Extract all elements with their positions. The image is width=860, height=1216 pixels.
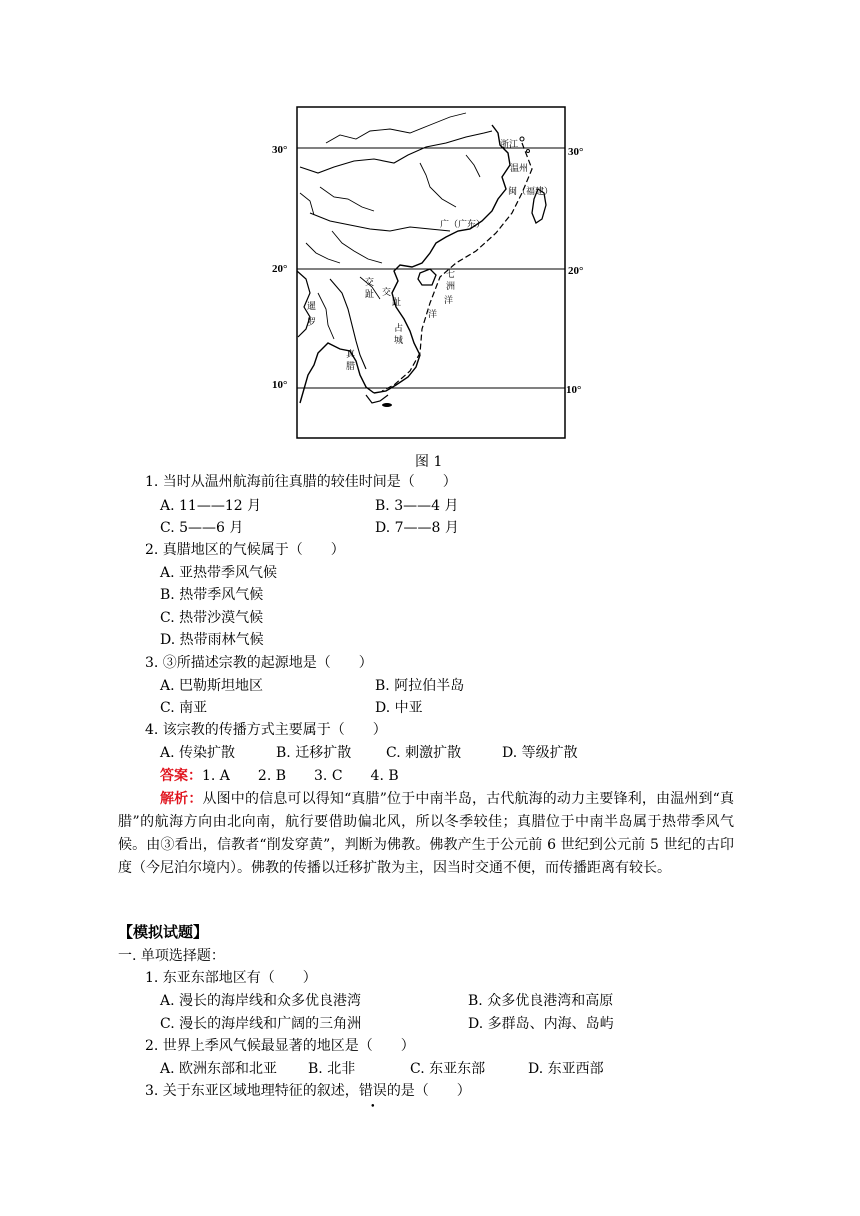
label-min-fujian: 闽（福建）	[508, 187, 554, 197]
lat-label-20-right: 20°	[568, 265, 584, 277]
analysis-label: 解析：	[160, 791, 203, 807]
sea-route	[382, 143, 532, 391]
mock-q1-option-a: A. 漫长的海岸线和众多优良港湾	[160, 993, 362, 1009]
q1-stem: 1. 当时从温州航海前往真腊的较佳时间是（ ）	[145, 474, 457, 490]
mock-q3-stem-post: 的是（ ）	[386, 1083, 471, 1099]
q3-option-d: D. 中亚	[375, 700, 423, 716]
label-zhejiang: 浙江	[500, 140, 519, 150]
label-luo: 罗	[307, 318, 317, 328]
mock-title: 【模拟试题】	[118, 923, 209, 941]
label-guang: 广（广东）	[440, 220, 486, 230]
label-zhou: 洲	[446, 282, 456, 292]
q1-option-b: B. 3——4 月	[375, 498, 459, 514]
q2-option-d: D. 热带雨林气候	[160, 632, 264, 648]
coastline-east	[374, 125, 510, 393]
mock-q2-stem: 2. 世界上季风气候最显著的地区是（ ）	[145, 1038, 415, 1054]
coastline-gulf	[300, 343, 374, 403]
lat-label-20-left: 20°	[272, 263, 288, 275]
figure-map	[270, 103, 600, 448]
q3-stem: 3. ③所描述宗教的起源地是（ ）	[145, 655, 373, 671]
q2-stem: 2. 真腊地区的气候属于（ ）	[145, 542, 345, 558]
lat-label-10-left: 10°	[272, 379, 288, 391]
mock-q3-stem	[145, 1081, 471, 1101]
q3-option-a: A. 巴勒斯坦地区	[160, 678, 264, 694]
q2-option-c: C. 热带沙漠气候	[160, 610, 264, 626]
mock-q2-option-a: A. 欧洲东部和北亚	[160, 1061, 278, 1077]
label-la: 腊	[346, 362, 356, 372]
answer-line	[160, 766, 399, 786]
analysis-paragraph	[118, 788, 734, 880]
q4-option-d: D. 等级扩散	[502, 745, 578, 761]
label-zhan: 占	[394, 324, 404, 334]
mock-q2-option-c: C. 东亚东部	[410, 1061, 486, 1077]
label-xian: 暹	[307, 302, 317, 312]
q3-option-b: B. 阿拉伯半岛	[375, 678, 465, 694]
q2-option-a: A. 亚热带季风气候	[160, 565, 278, 581]
label-jiao2: 交	[382, 288, 392, 298]
answer-label: 答案：	[160, 768, 202, 784]
lat-label-30-right: 30°	[568, 146, 584, 158]
mock-q2-option-d: D. 东亚西部	[528, 1061, 604, 1077]
lat-label-10-right: 10°	[566, 384, 582, 396]
figure-caption: 图 1	[415, 454, 443, 470]
label-jiao: 交	[365, 278, 375, 288]
river-yangtze	[300, 131, 492, 173]
q4-stem: 4. 该宗教的传播方式主要属于（ ）	[145, 722, 387, 738]
label-yang: 洋	[444, 296, 454, 306]
lat-label-30-left: 30°	[272, 144, 288, 156]
mock-q3-stem-pre: 3. 关于东亚区域地理特征的叙述，	[145, 1083, 359, 1099]
q1-option-c: C. 5——6 月	[160, 520, 244, 536]
q1-option-d: D. 7——8 月	[375, 520, 459, 536]
mock-q1-option-b: B. 众多优良港湾和高原	[468, 993, 614, 1009]
q2-option-b: B. 热带季风气候	[160, 587, 264, 603]
river-pearl	[310, 213, 450, 231]
q4-option-b: B. 迁移扩散	[276, 745, 352, 761]
mock-q2-option-b: B. 北非	[308, 1061, 356, 1077]
label-zhi: 趾	[365, 290, 375, 300]
label-wenzhou: 温州	[510, 164, 529, 174]
label-yang2: 洋	[428, 310, 438, 320]
q1-option-a: A. 11——12 月	[160, 498, 262, 514]
map-svg	[270, 103, 600, 448]
label-qi: 七	[446, 270, 456, 280]
label-cheng: 城	[394, 336, 404, 346]
mock-q1-option-c: C. 漫长的海岸线和广阔的三角洲	[160, 1016, 362, 1032]
q3-option-c: C. 南亚	[160, 700, 208, 716]
answer-text: 1. A 2. B 3. C 4. B	[202, 768, 399, 784]
label-zhi2: 趾	[392, 298, 402, 308]
q4-option-c: C. 刺激扩散	[386, 745, 462, 761]
label-zhen: 真	[346, 350, 356, 360]
analysis-text: 从图中的信息可以得知“真腊”位于中南半岛，古代航海的动力主要锋利，由温州到“真腊”的航海方向由北向南，航行要借助偏北风，所以冬季较佳；真腊位于中南半岛属于热带季风气候。由③看出，信教者“削发穿黄”，判断为佛教。佛教产生于公元前 6 世纪到公元前 5 世纪的古印度（今尼泊尔境内）。佛教的传播以迁移扩散为主，因当时交通不便，而传播距离有较长。	[118, 791, 734, 876]
mock-q1-option-d: D. 多群岛、内海、岛屿	[468, 1016, 614, 1032]
mock-q3-stem-emphasis: 错误	[358, 1083, 387, 1099]
q4-option-a: A. 传染扩散	[160, 745, 236, 761]
island-hainan	[418, 269, 436, 285]
mock-q1-stem: 1. 东亚东部地区有（ ）	[145, 970, 317, 986]
mock-section-heading: 一. 单项选择题：	[118, 948, 225, 964]
